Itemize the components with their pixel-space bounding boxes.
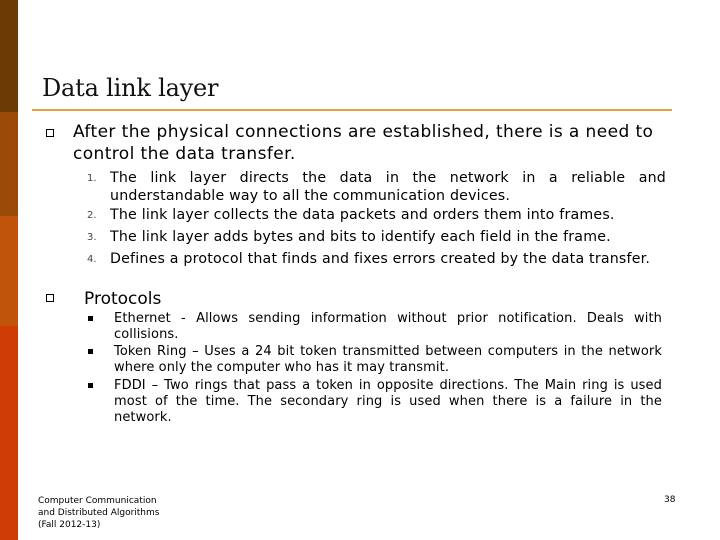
filled-square-bullet-icon [88,316,93,321]
step-text-2: The link layer collects the data packets and orders them into frames. [110,207,615,223]
side-stripe-orange [0,216,18,326]
step-number-2: 2. [87,210,97,221]
square-bullet-icon [46,294,54,302]
bullet-protocols: Protocols [84,289,162,309]
side-stripe-red [0,326,18,540]
step-text-3: The link layer adds bytes and bits to identify each field in the frame. [110,229,611,245]
step-number-3: 3. [87,232,97,243]
protocol-fddi: FDDI – Two rings that pass a token in opposite directions. The Main ring is used most of the time. The secondary ring is used when there is a failure in the network. [114,378,662,425]
bullet-physical-connections: After the physical connections are established, there is a need to control the data transfer. [73,122,654,164]
title-underline [32,109,672,111]
step-number-4: 4. [87,254,97,265]
side-stripe-brown [0,112,18,216]
step-text-4: Defines a protocol that finds and fixes errors created by the data transfer. [110,251,651,267]
filled-square-bullet-icon [88,349,93,354]
page-number: 38 [664,495,676,505]
footer-course-name: Computer Communication and Distributed Algorithms (Fall 2012-13) [38,496,160,530]
side-stripe-dark [0,0,18,112]
square-bullet-icon [46,129,54,137]
step-text-1: The link layer directs the data in the network in a reliable and understandable way to all the communication devices. [110,170,666,204]
step-number-1: 1. [87,173,97,184]
filled-square-bullet-icon [88,383,93,388]
protocol-ethernet: Ethernet - Allows sending information without prior notification. Deals with collisions. [114,311,662,342]
slide-title: Data link layer [42,74,219,102]
protocol-token-ring: Token Ring – Uses a 24 bit token transmitted between computers in the network where only the computer who has it may transmit. [114,344,662,375]
